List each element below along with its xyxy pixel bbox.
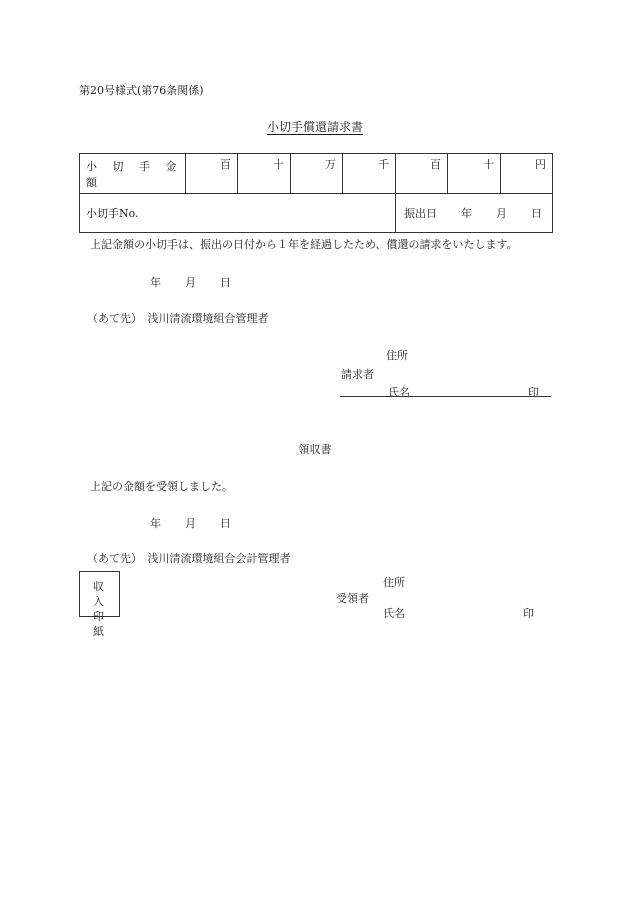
request-title: 小切手償還請求書	[266, 120, 363, 134]
unit-thousand: 千	[343, 154, 396, 194]
unit-hundred-million: 百	[186, 154, 238, 194]
unit-hundred: 百	[396, 154, 448, 194]
issue-year-label: 年	[461, 207, 472, 220]
requester-name-label: 氏名	[388, 386, 410, 399]
request-year: 年	[150, 276, 161, 289]
receipt-year: 年	[150, 517, 161, 530]
receipt-statement: 上記の金額を受領しました。	[90, 480, 233, 493]
receipt-addressee: （あて先） 浅川清流環境組合会計管理者	[87, 552, 291, 565]
receiver-address-label: 住所	[383, 576, 405, 589]
receiver-label: 受領者	[336, 592, 369, 605]
form-number: 第20号様式(第76条関係)	[79, 84, 204, 97]
unit-ten: 十	[448, 154, 501, 194]
amount-label: 小 切 手 金 額	[80, 154, 186, 194]
issue-month-label: 月	[496, 207, 507, 220]
amount-table	[79, 153, 553, 233]
requester-seal-label: 印	[528, 386, 539, 399]
revenue-stamp-box	[79, 571, 120, 638]
request-month: 月	[185, 276, 196, 289]
unit-yen: 円	[501, 154, 553, 194]
receipt-title: 領収書	[298, 443, 332, 456]
requester-signature-line	[340, 396, 551, 397]
receipt-day: 日	[220, 517, 231, 530]
stamp-line-1: 収入	[93, 580, 112, 608]
receipt-date	[150, 515, 231, 531]
issue-date-field[interactable]	[396, 194, 553, 233]
issue-day-label: 日	[531, 207, 542, 220]
unit-ten-thousand: 万	[291, 154, 343, 194]
stamp-line-2: 印紙	[93, 610, 112, 638]
issue-date-label: 振出日	[404, 207, 437, 220]
requester-label: 請求者	[341, 368, 374, 381]
receiver-name-label: 氏名	[383, 607, 405, 620]
check-number-label: 小切手No.	[86, 207, 139, 220]
receiver-seal-label: 印	[523, 607, 534, 620]
request-date	[150, 274, 231, 290]
requester-address-label: 住所	[386, 349, 408, 362]
request-statement: 上記金額の小切手は、振出の日付から１年を経過したため、償還の請求をいたします。	[90, 238, 518, 251]
unit-ten-million: 十	[238, 154, 291, 194]
check-number-field[interactable]	[80, 194, 396, 233]
receipt-month: 月	[185, 517, 196, 530]
request-addressee: （あて先） 浅川清流環境組合管理者	[87, 312, 269, 325]
request-day: 日	[220, 276, 231, 289]
